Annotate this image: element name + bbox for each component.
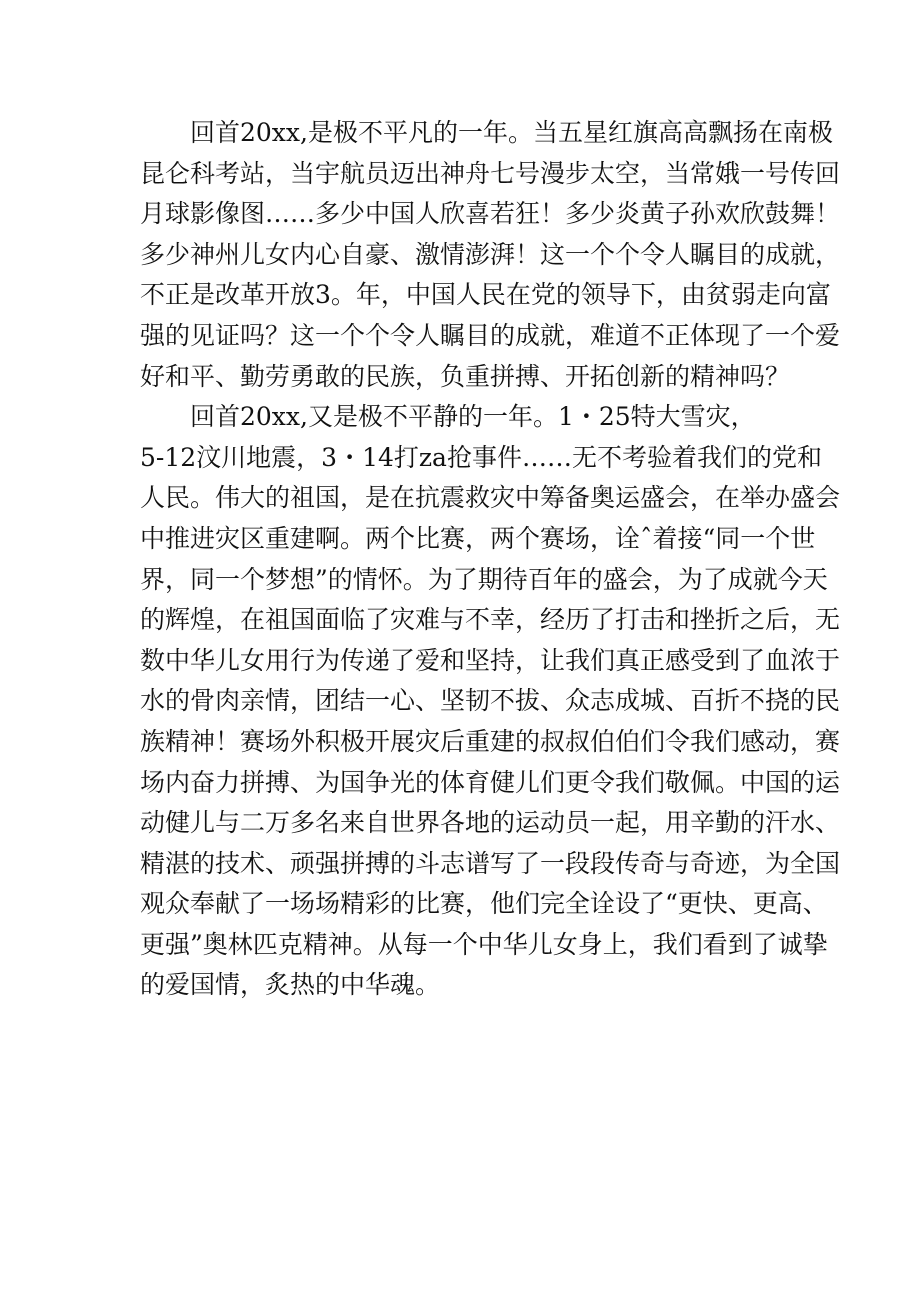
paragraph-line: 中推进灾区重建啊。两个比赛，两个赛场，诠ˆ着接“同一个世 <box>140 523 816 553</box>
paragraph-line: 动健儿与二万多名来自世界各地的运动员一起，用辛勤的汗水、 <box>140 808 841 838</box>
paragraph-line: 观众奉献了一场场精彩的比赛，他们完全诠设了“更快、更高、 <box>140 889 828 919</box>
paragraph-2 <box>140 397 841 1006</box>
document-body <box>140 113 841 1006</box>
paragraph-line: 回首20xx,又是极不平静的一年。1・25特大雪灾， <box>190 402 756 432</box>
paragraph-line: 5-12汶川地震，3・14打za抢事件……无不考验着我们的党和 <box>140 442 822 472</box>
paragraph-line: 不正是改革开放3。年，中国人民在党的领导下，由贫弱走向富 <box>140 280 831 310</box>
paragraph-line: 回首20xx,是极不平凡的一年。当五星红旗高高飘扬在南极 <box>190 118 833 147</box>
paragraph-line: 的辉煌，在祖国面临了灾难与不幸，经历了打击和挫折之后，无 <box>140 605 841 635</box>
paragraph-line: 界，同一个梦想”的情怀。为了期待百年的盛会，为了成就今天 <box>140 564 828 594</box>
paragraph-line: 好和平、勤劳勇敢的民族，负重拼搏、开拓创新的精神吗？ <box>140 361 791 391</box>
paragraph-line: 昆仑科考站，当宇航员迈出神舟七号漫步太空，当常娥一号传回 <box>140 158 841 188</box>
paragraph-line: 强的见证吗？这一个个令人瞩目的成就，难道不正体现了一个爱 <box>140 320 841 350</box>
paragraph-line: 族精神！赛场外积极开展灾后重建的叔叔伯伯们令我们感动，赛 <box>140 726 841 756</box>
paragraph-line: 的爱国情，炙热的中华魂。 <box>140 970 441 1000</box>
paragraph-line: 更强”奥林匹克精神。从每一个中华儿女身上，我们看到了诚挚 <box>140 929 828 959</box>
paragraph-line: 精湛的技术、顽强拼搏的斗志谱写了一段段传奇与奇迹，为全国 <box>140 848 841 878</box>
paragraph-1 <box>140 113 841 397</box>
paragraph-line: 多少神州儿女内心自豪、激情澎湃！这一个个令人瞩目的成就， <box>140 239 841 269</box>
paragraph-line: 数中华儿女用行为传递了爱和坚持，让我们真正感受到了血浓于 <box>140 645 841 675</box>
paragraph-line: 场内奋力拼搏、为国争光的体育健儿们更令我们敬佩。中国的运 <box>140 767 841 797</box>
paragraph-line: 人民。伟大的祖国，是在抗震救灾中筹备奥运盛会，在举办盛会 <box>140 483 841 513</box>
paragraph-line: 水的骨肉亲情，团结一心、坚韧不拔、众志成城、百折不挠的民 <box>140 686 841 716</box>
paragraph-line: 月球影像图……多少中国人欣喜若狂！多少炎黄子孙欢欣鼓舞！ <box>140 199 841 229</box>
